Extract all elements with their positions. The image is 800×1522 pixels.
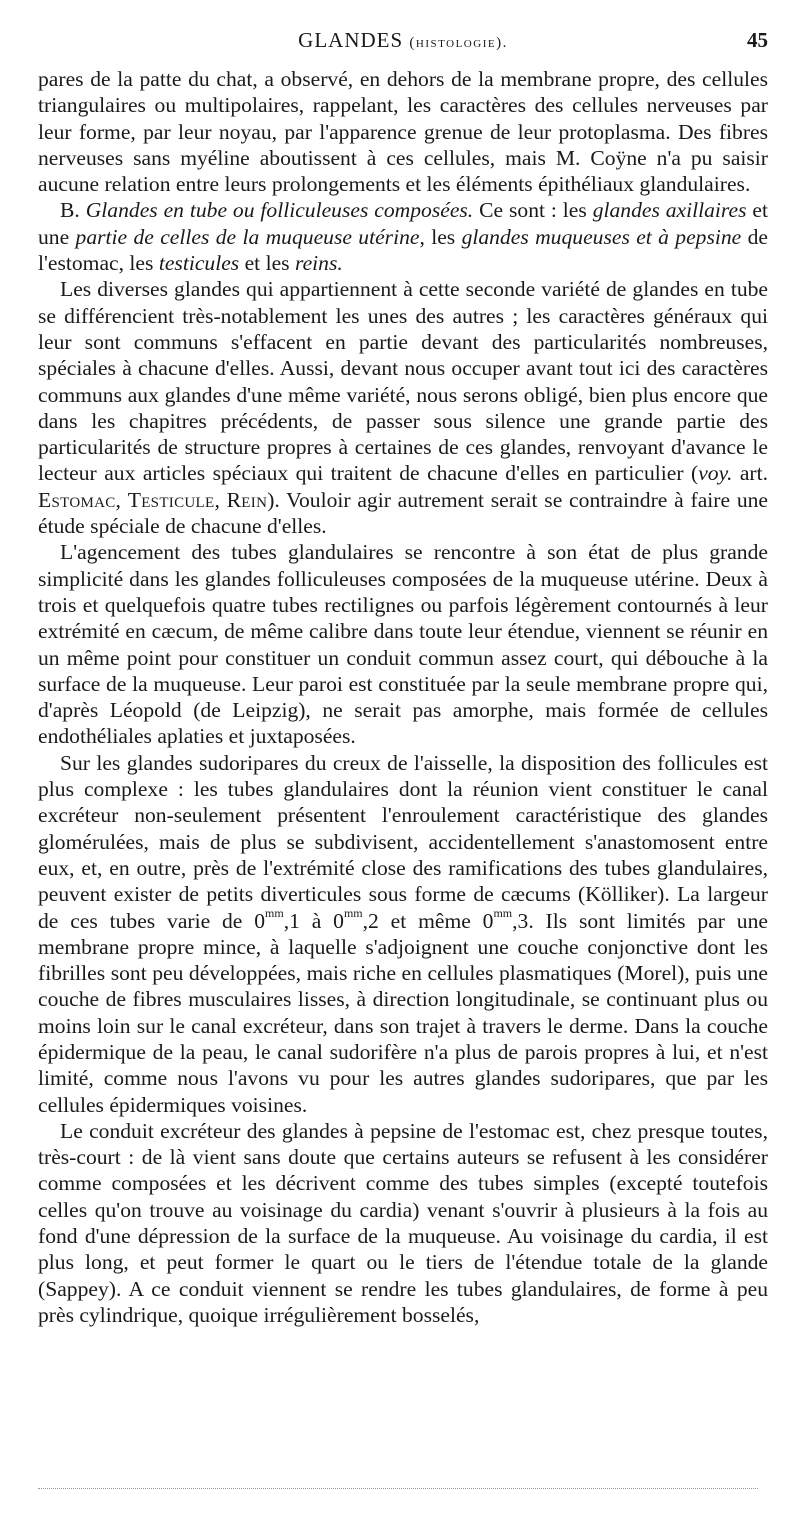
paragraph-p1 xyxy=(38,66,768,197)
paragraph-p2 xyxy=(38,197,768,276)
text-run: Ce sont : les xyxy=(473,198,593,223)
paragraph-p3 xyxy=(38,276,768,539)
paragraph-p5 xyxy=(38,750,768,1118)
text-run: , xyxy=(214,487,227,512)
text-run: ,3. Ils sont limités par une membrane propre mince, à laquelle s'adjoignent une couche conjonctive dont les fibrilles sont peu développées, mais riche en cellules plasmatiques (Morel), puis une couche de fibres musculaires lisses, à direction longitudinale, se continuant plus ou moins loin sur le canal excréteur, dans son trajet à travers le derme. Dans la couche épidermique de la peau, le canal sudorifère n'a plus de parois propres à lui, et n'est limité, comme nous l'avons vu pour les autres glandes sudoripares, que par les cellules épidermiques voisines. xyxy=(38,908,768,1117)
text-run: mm xyxy=(493,906,513,921)
text-run: ,2 et même 0 xyxy=(362,908,494,933)
text-run: glandes axillaires xyxy=(592,198,747,223)
text-run: art. xyxy=(732,461,768,486)
paragraph-p4 xyxy=(38,539,768,749)
page xyxy=(38,28,768,1328)
text-run: mm xyxy=(265,906,284,921)
text-run: Les diverses glandes qui appartiennent à cette seconde variété de glandes en tube se différencient très-notablement les unes des autres ; les caractères généraux qui leur sont communs s'effacent en partie devant des particularités nombreuses, spéciales à chacune d'elles. Aussi, devant nous occuper avant tout ici des caractères communs aux glandes d'une même variété, nous serons obligé, bien plus encore que dans les chapitres précédents, de passer sous silence une grande partie des particularités de structure propres à certaines de ces glandes, renvoyant d'avance le lecteur aux articles spéciaux qui traitent de chacune d'elles en particulier ( xyxy=(38,277,768,486)
text-run: B. xyxy=(60,198,86,223)
text-run: Le conduit excréteur des glandes à pepsine de l'estomac est, chez presque toutes, très-court : de là vient sans doute que certains auteurs se refusent à les considérer comme composées et les décrivent comme des tubes simples (excepté toutefois celles qu'on trouve au voisinage du cardia) venant s'ouvrir à plusieurs à la fois au fond d'une dépression de la surface de la muqueuse. Au voisinage du cardia, il est plus long, et peut former le quart ou le tiers de l'étendue totale de la glande (Sappey). A ce conduit viennent se rendre les tubes glandulaires, de forme à peu près cylindrique, quoique irrégulièrement bosselés, xyxy=(38,1118,768,1327)
text-run: , xyxy=(115,487,128,512)
text-run: Testicule xyxy=(127,487,215,512)
text-run: ). Vouloir agir autrement serait se contraindre à faire une étude spéciale de chacune d'elles. xyxy=(38,487,769,539)
running-title xyxy=(38,28,768,53)
text-run: Glandes en tube ou folliculeuses composées. xyxy=(85,198,474,223)
text-run: , les xyxy=(419,224,462,249)
text-run: pares de la patte du chat, a observé, en dehors de la membrane propre, des cellules triangulaires ou multipolaires, rappelant, les caractères des cellules nerveuses par leur forme, par leur noyau, par l'apparence grenue de leur protoplasma. Des fibres nerveuses sans myéline aboutissent à ces cellules, mais M. Coÿne n'a pu saisir aucune relation entre leurs prolongements et les éléments épithéliaux glandulaires. xyxy=(38,67,768,197)
running-title-subtitle: (histologie). xyxy=(409,35,508,51)
text-run: ,1 à 0 xyxy=(283,908,344,933)
text-run: voy. xyxy=(698,461,733,486)
text-run: glandes muqueuses et à pepsine xyxy=(461,224,742,249)
footer-smudge xyxy=(38,1488,758,1495)
running-title-main: GLANDES xyxy=(298,28,404,52)
text-run: et une xyxy=(38,198,769,249)
text-run: partie de celles de la muqueuse utérine xyxy=(75,224,420,249)
text-run: Estomac xyxy=(38,487,116,512)
paragraph-p6 xyxy=(38,1118,768,1328)
text-run: Rein xyxy=(226,487,268,512)
text-run: de l'estomac, les xyxy=(38,224,768,276)
text-run: reins. xyxy=(294,251,343,276)
text-run: testicules xyxy=(158,251,240,276)
running-header xyxy=(38,28,768,56)
text-run: Sur les glandes sudoripares du creux de l'aisselle, la disposition des follicules est plus complexe : les tubes glandulaires dont la réunion vient constituer le canal excréteur non-seulement présentent l'enroulement caractéristique des glandes glomérulées, mais de plus se subdivisent, accidentellement s'anastomosent entre eux, et, en outre, près de l'extrémité close des ramifications des tubes glandulaires, peuvent exister de petits diverticules sous forme de cæcums (Kölliker). La largeur de ces tubes varie de 0 xyxy=(38,750,768,933)
text-run: L'agencement des tubes glandulaires se rencontre à son état de plus grande simplicité dans les glandes folliculeuses composées de la muqueuse utérine. Deux à trois et quelquefois quatre tubes rectilignes ou parfois légèrement contournés à leur extrémité en cæcum, de même calibre dans toute leur étendue, viennent se réunir en un même point pour constituer un conduit commun assez court, qui débouche à la surface de la muqueuse. Leur paroi est constituée par la seule membrane propre qui, d'après Léopold (de Leipzig), ne serait pas amorphe, mais formée de cellules endothéliales aplaties et juxtaposées. xyxy=(38,540,768,749)
page-number: 45 xyxy=(747,28,768,52)
text-run: et les xyxy=(239,251,295,276)
text-run: mm xyxy=(343,906,363,921)
body-text xyxy=(38,66,768,1328)
